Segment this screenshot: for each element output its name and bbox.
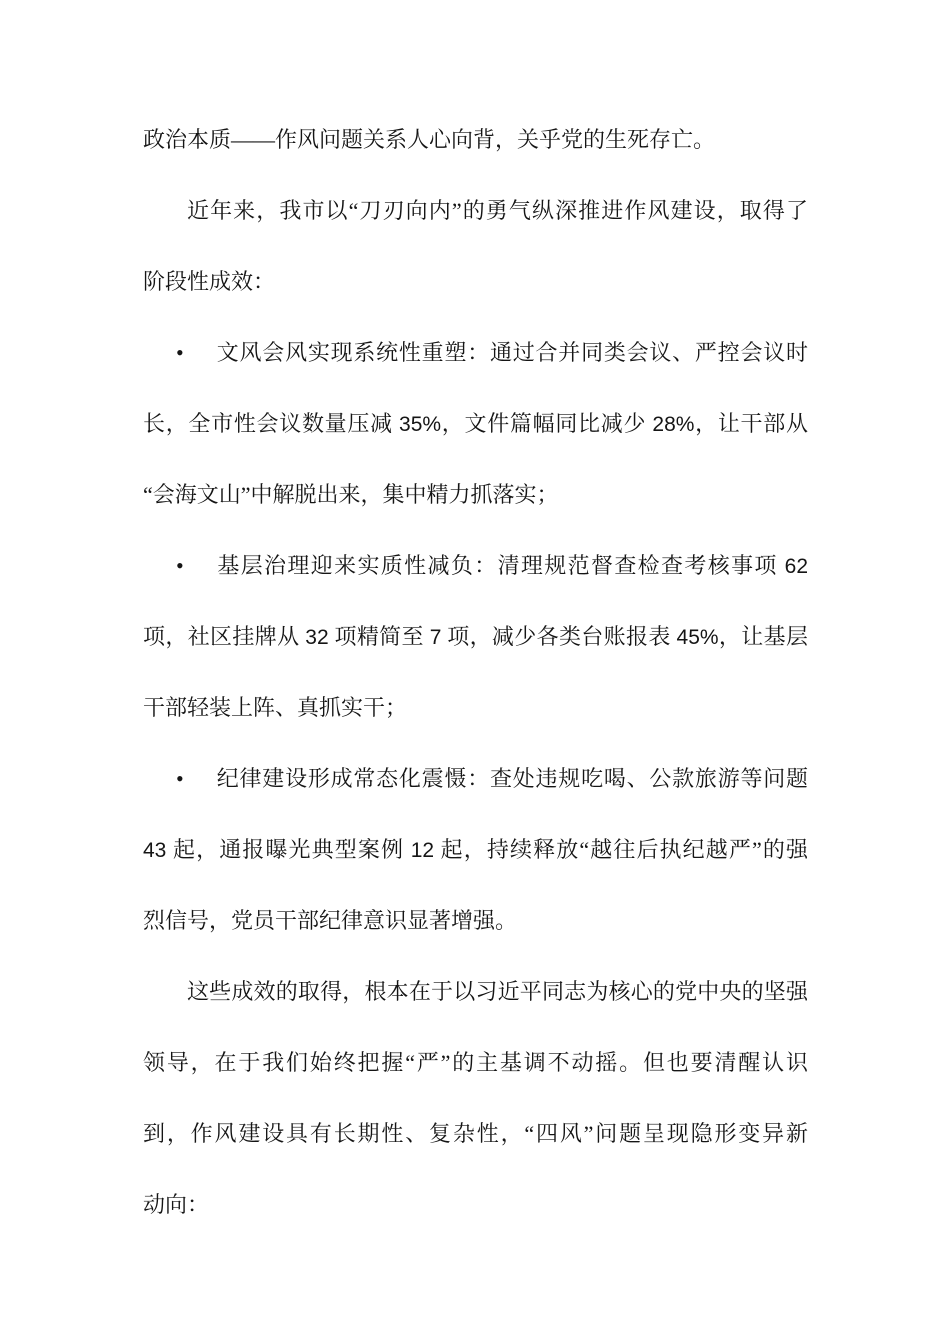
text-line <box>143 672 808 743</box>
text-line <box>143 246 808 317</box>
cjk-text: ，让基层 <box>718 624 808 649</box>
cjk-text: 近年来，我市以“刀刃向内”的勇气纵深推进作风建设，取得了 <box>187 198 808 223</box>
text-line <box>143 459 808 530</box>
cjk-text: 项，社区挂牌从 <box>143 624 306 649</box>
numeric-text: 43 <box>143 839 167 862</box>
cjk-text: 纪律建设形成常态化震慑：查处违规吃喝、公款旅游等问题 <box>216 766 808 791</box>
cjk-text: “会海文山”中解脱出来，集中精力抓落实； <box>143 482 559 507</box>
cjk-text: ，让干部从 <box>694 411 808 436</box>
cjk-text: 烈信号，党员干部纪律意识显著增强。 <box>143 908 518 933</box>
cjk-text: 项，减少各类台账报表 <box>441 624 677 649</box>
cjk-text: 到，作风建设具有长期性、复杂性，“四风”问题呈现隐形变异新 <box>143 1121 808 1146</box>
numeric-text: 32 <box>305 626 329 649</box>
text-line <box>143 1027 808 1098</box>
cjk-text: 政治本质——作风问题关系人心向背，关乎党的生死存亡。 <box>143 127 716 152</box>
document-body <box>143 104 808 1240</box>
numeric-text: 35% <box>399 413 442 436</box>
cjk-text: 起，通报曝光典型案例 <box>166 837 411 862</box>
cjk-text: ，文件篇幅同比减少 <box>441 411 653 436</box>
bullet-icon: • <box>176 766 184 791</box>
text-line <box>143 743 808 814</box>
cjk-text: 领导，在于我们始终把握“严”的主基调不动摇。但也要清醒认识 <box>143 1050 808 1075</box>
text-line <box>143 317 808 388</box>
text-line <box>143 530 808 601</box>
cjk-text: 干部轻装上阵、真抓实干； <box>143 695 408 720</box>
bullet-icon: • <box>176 553 184 578</box>
cjk-text: 项精简至 <box>328 624 430 649</box>
text-line <box>143 104 808 175</box>
bullet-icon: • <box>176 340 184 365</box>
text-line <box>143 1098 808 1169</box>
numeric-text: 45% <box>676 626 719 649</box>
cjk-text: 这些成效的取得，根本在于以习近平同志为核心的党中央的坚强 <box>187 979 808 1004</box>
numeric-text: 62 <box>784 555 808 578</box>
cjk-text: 基层治理迎来实质性减负：清理规范督查检查考核事项 <box>216 553 785 578</box>
text-line <box>143 175 808 246</box>
text-line <box>143 388 808 459</box>
cjk-text: 文风会风实现系统性重塑：通过合并同类会议、严控会议时 <box>216 340 808 365</box>
numeric-text: 28% <box>652 413 695 436</box>
cjk-text: 阶段性成效： <box>143 269 276 294</box>
cjk-text: 长，全市性会议数量压减 <box>143 411 400 436</box>
text-line <box>143 814 808 885</box>
cjk-text: 起，持续释放“越往后执纪越严”的强 <box>434 837 808 862</box>
cjk-text: 动向： <box>143 1192 210 1217</box>
text-line <box>143 956 808 1027</box>
numeric-text: 7 <box>429 626 442 649</box>
text-line <box>143 885 808 956</box>
text-line <box>143 1169 808 1240</box>
text-line <box>143 601 808 672</box>
numeric-text: 12 <box>410 839 435 862</box>
